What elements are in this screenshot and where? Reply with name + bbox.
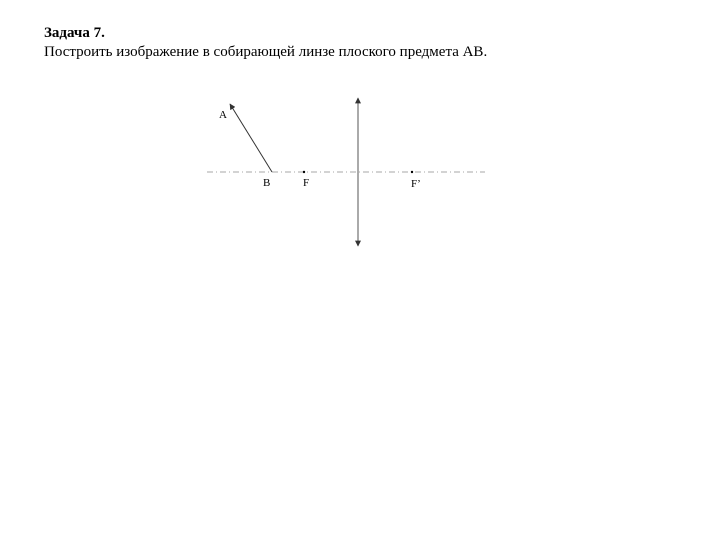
focus-point-f-prime	[411, 171, 413, 173]
label-a: А	[219, 109, 227, 121]
label-f: F	[303, 177, 310, 189]
task-title: Задача 7.	[44, 25, 105, 41]
object-arrow-ab	[230, 104, 272, 172]
label-b: B	[263, 177, 271, 189]
task-statement: Построить изображение в собирающей линзе плоского предмета АВ.	[44, 44, 488, 60]
label-f-prime: F’	[411, 178, 421, 190]
focus-point-f	[303, 171, 305, 173]
